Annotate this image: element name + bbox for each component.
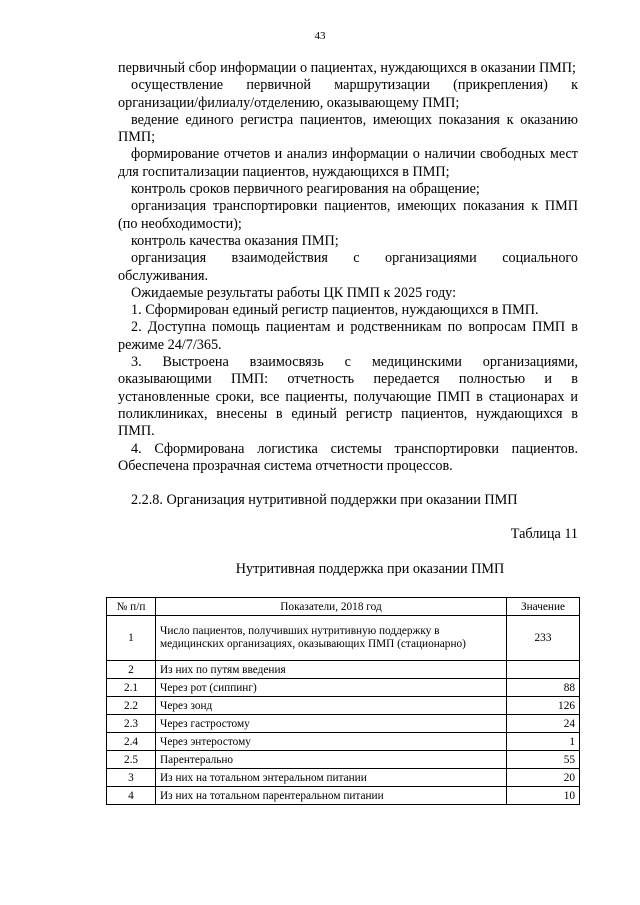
table-title: Нутритивная поддержка при оказании ПМП <box>235 560 505 577</box>
paragraph: Ожидаемые результаты работы ЦК ПМП к 2025 году: <box>131 284 457 301</box>
row-value: 55 <box>507 751 580 769</box>
paragraph: контроль сроков первичного реагирования на обращение; <box>131 181 480 198</box>
table-row <box>107 769 580 787</box>
column-header-value: Значение <box>507 598 580 616</box>
paragraph: первичный сбор информации о пациентах, нуждающихся в оказании ПМП; <box>118 60 576 76</box>
row-label: Через рот (сиппинг) <box>156 679 507 697</box>
row-value: 20 <box>507 769 580 787</box>
row-number: 1 <box>107 616 156 661</box>
paragraph: осуществление первичной маршрутизации (прикрепления) к организации/филиалу/отделению, оказывающему ПМП; <box>118 77 578 111</box>
column-header-number: № п/п <box>107 598 156 616</box>
paragraph: организация взаимодействия с организациями социального обслуживания. <box>118 250 578 284</box>
table-row <box>107 679 580 697</box>
row-number: 3 <box>107 769 156 787</box>
table-header-row <box>107 598 580 616</box>
row-value: 10 <box>507 787 580 805</box>
row-value: 24 <box>507 715 580 733</box>
paragraph: ведение единого регистра пациентов, имеющих показания к оказанию ПМП; <box>118 111 578 146</box>
row-label: Через гастростому <box>156 715 507 733</box>
row-number: 2.4 <box>107 733 156 751</box>
table-row <box>107 616 580 661</box>
paragraph: 1. Сформирован единый регистр пациентов, нуждающихся в ПМП. <box>131 302 539 319</box>
paragraph: формирование отчетов и анализ информации о наличии свободных мест для госпитализации пациентов, нуждающихся в ПМП; <box>118 146 578 180</box>
row-label: Через зонд <box>156 697 507 715</box>
row-number: 2.2 <box>107 697 156 715</box>
row-value: 88 <box>507 679 580 697</box>
row-value: 126 <box>507 697 580 715</box>
row-number: 2.5 <box>107 751 156 769</box>
table-row <box>107 661 580 679</box>
paragraph: организация транспортировки пациентов, имеющих показания к ПМП (по необходимости); <box>118 198 578 232</box>
paragraph: 4. Сформирована логистика системы транспортировки пациентов. Обеспечена прозрачная система отчетности процессов. <box>118 440 578 474</box>
row-label: Из них на тотальном парентеральном питании <box>156 787 507 805</box>
body-text <box>118 60 578 577</box>
row-number: 2.3 <box>107 715 156 733</box>
column-header-indicator: Показатели, 2018 год <box>156 598 507 616</box>
section-heading: 2.2.8. Организация нутритивной поддержки при оказании ПМП <box>131 492 518 509</box>
row-number: 2.1 <box>107 679 156 697</box>
row-number: 2 <box>107 661 156 679</box>
nutrition-table <box>106 597 580 805</box>
table-row <box>107 733 580 751</box>
table-row <box>107 715 580 733</box>
table-row <box>107 751 580 769</box>
row-value: 233 <box>507 616 580 661</box>
table-row <box>107 787 580 805</box>
page-number: 43 <box>314 30 326 42</box>
row-value <box>507 661 580 679</box>
row-label: Парентерально <box>156 751 507 769</box>
paragraph: 2. Доступна помощь пациентам и родственникам по вопросам ПМП в режиме 24/7/365. <box>118 319 578 353</box>
row-number: 4 <box>107 787 156 805</box>
table-caption: Таблица 11 <box>510 526 578 543</box>
table-row <box>107 697 580 715</box>
row-label: Число пациентов, получивших нутритивную поддержку в медицинских организациях, оказывающих ПМП (стационарно) <box>156 616 507 661</box>
row-label: Из них на тотальном энтеральном питании <box>156 769 507 787</box>
row-value: 1 <box>507 733 580 751</box>
paragraph: контроль качества оказания ПМП; <box>131 232 339 249</box>
paragraph: 3. Выстроена взаимосвязь с медицинскими организациями, оказывающими ПМП: отчетность передается полностью и в установленные сроки, все пациенты, получающие ПМП в стационарах и поликлиниках, внесены в единый регистр пациентов, нуждающихся в ПМП. <box>118 354 578 440</box>
row-label: Через энтеростому <box>156 733 507 751</box>
row-label: Из них по путям введения <box>156 661 507 679</box>
